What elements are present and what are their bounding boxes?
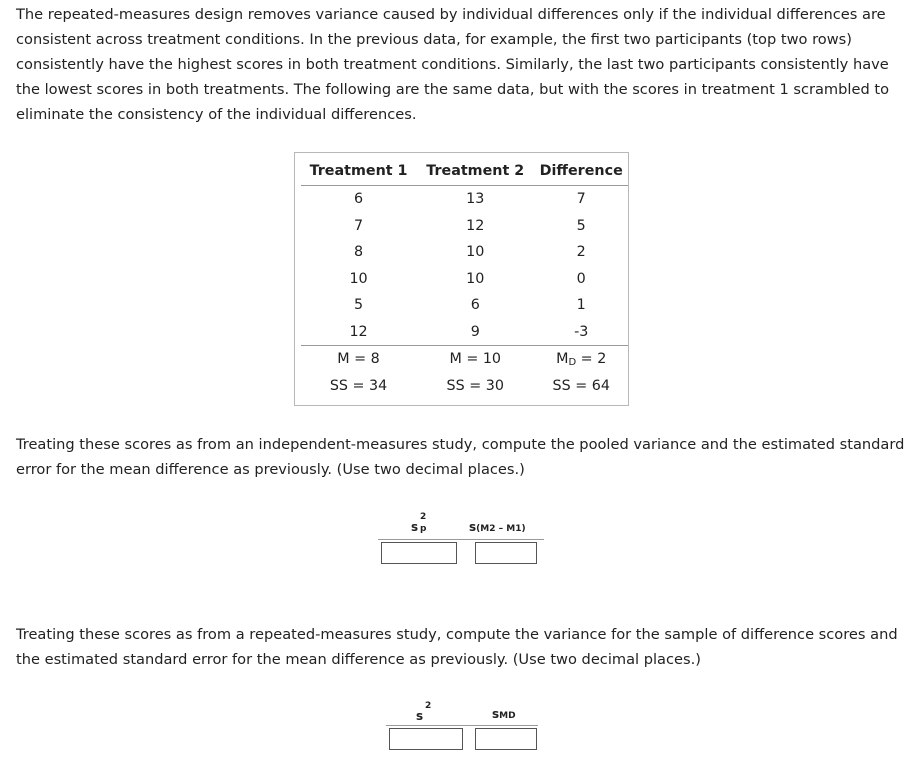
cell-t2: 6: [470, 297, 480, 314]
cell-diff: 0: [576, 270, 586, 287]
mean-diff: [534, 346, 628, 373]
cell-diff: 5: [576, 217, 586, 234]
mean-t2: M = 10: [416, 346, 534, 373]
mean-t1: M = 8: [301, 346, 416, 373]
cell-t2: 12: [466, 217, 485, 234]
cell-t1: 7: [353, 217, 364, 234]
cell-t1: 8: [353, 244, 364, 261]
cell-t1: 10: [349, 270, 368, 287]
mean-row: [301, 346, 628, 373]
cell-diff: 1: [576, 297, 586, 314]
cell-t1: 5: [353, 297, 364, 314]
difference-variance-label: s 2: [416, 701, 432, 723]
repeated-answer-rule: [386, 725, 538, 726]
header-treatment-2: Treatment 2: [416, 159, 534, 186]
intro-paragraph: The repeated-measures design removes variance caused by individual differences only if the individual differences are consistent across treatment conditions. In the previous data, for example, the first two participants (top two rows) consistently have the highest scores in both treatment conditions. Similarly, the last two participants consistently have the lowest scores in both treatments. The following are the same data, but with the scores in treatment 1 scrambled to eliminate the consistency of the individual differences.: [16, 6, 890, 123]
table-header-row: [301, 159, 628, 186]
ss-t2: SS = 30: [446, 377, 504, 394]
mean-diff-suffix: = 2: [576, 350, 607, 367]
ss-row: [301, 373, 628, 400]
cell-t2: 13: [466, 191, 485, 208]
cell-t1: 12: [349, 323, 368, 340]
table-row: [301, 186, 628, 213]
ss-diff: SS = 64: [552, 377, 610, 394]
table-row: [301, 266, 628, 293]
repeated-se-input[interactable]: [475, 728, 537, 750]
cell-diff: -3: [574, 323, 589, 340]
table-row: [301, 292, 628, 319]
pooled-variance-label: s 2 p: [411, 512, 427, 534]
header-difference: Difference: [534, 159, 628, 186]
independent-prompt: Treating these scores as from an independent-measures study, compute the pooled variance and the estimated standard error for the mean difference as previously. (Use two decimal places.): [16, 436, 905, 478]
scores-table-box: [294, 152, 629, 406]
cell-t2: 10: [466, 244, 485, 261]
cell-diff: 2: [576, 244, 586, 261]
pooled-variance-input[interactable]: [381, 542, 457, 564]
cell-diff: 7: [576, 191, 586, 208]
table-row: [301, 319, 628, 346]
table-row: [301, 239, 628, 266]
cell-t2: 10: [466, 270, 485, 287]
repeated-prompt: Treating these scores as from a repeated-measures study, compute the variance for the sample of difference scores and the estimated standard error for the mean difference as previously. (Use two decimal places.): [16, 626, 898, 668]
cell-t2: 9: [470, 323, 480, 340]
repeated-se-label: sMD: [492, 707, 516, 721]
ss-t1: SS = 34: [329, 377, 388, 394]
difference-variance-input[interactable]: [389, 728, 463, 750]
table-row: [301, 213, 628, 240]
cell-t1: 6: [353, 191, 364, 208]
independent-se-input[interactable]: [475, 542, 537, 564]
scores-table: [301, 159, 628, 399]
independent-se-label: s(M2 – M1): [469, 520, 526, 534]
header-treatment-1: Treatment 1: [301, 159, 416, 186]
mean-diff-prefix: M: [556, 350, 569, 367]
independent-answer-rule: [378, 539, 544, 540]
mean-diff-subscript: D: [568, 356, 577, 368]
